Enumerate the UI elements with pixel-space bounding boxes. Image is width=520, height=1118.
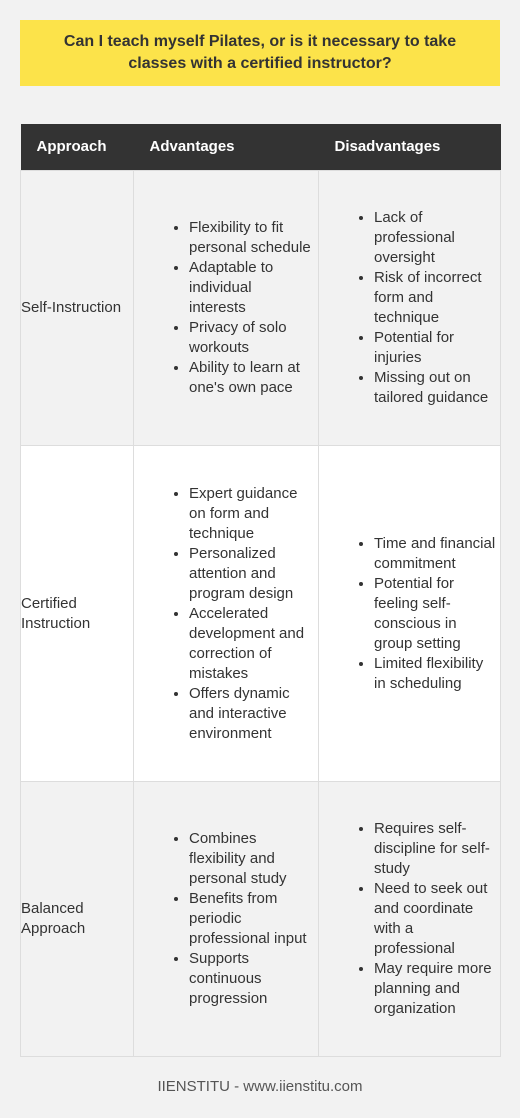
list-item: • Benefits from periodic professional input	[189, 889, 312, 949]
footer-credit: IIENSTITU - www.iienstitu.com	[157, 1078, 363, 1095]
list-item: • Limited flexibility in scheduling	[374, 654, 496, 694]
list-item: • Personalized attention and program design	[189, 544, 312, 604]
list-item: • Requires self-discipline for self-study	[374, 819, 496, 879]
disadvantages-list	[319, 819, 500, 1019]
advantages-cell	[134, 446, 319, 782]
list-item: • Privacy of solo workouts	[189, 318, 312, 358]
list-item: • May require more planning and organization	[374, 959, 496, 1019]
list-item: • Accelerated development and correction of mistakes	[189, 604, 312, 684]
comparison-table	[20, 124, 501, 1057]
list-item: • Risk of incorrect form and technique	[374, 268, 496, 328]
list-item: • Potential for feeling self-conscious in group setting	[374, 574, 496, 654]
disadvantages-list	[319, 534, 500, 694]
column-header-advantages: Advantages	[134, 124, 319, 171]
list-item: • Lack of professional oversight	[374, 208, 496, 268]
disadvantages-cell	[319, 446, 501, 782]
table-row	[21, 782, 501, 1057]
list-item: • Supports continuous progression	[189, 949, 312, 1009]
column-header-approach: Approach	[21, 124, 134, 171]
disadvantages-cell	[319, 171, 501, 446]
list-item: • Need to seek out and coordinate with a professional	[374, 879, 496, 959]
list-item: • Ability to learn at one's own pace	[189, 358, 312, 398]
list-item: • Time and financial commitment	[374, 534, 496, 574]
advantages-list	[134, 829, 318, 1009]
advantages-cell	[134, 782, 319, 1057]
advantages-list	[134, 484, 318, 744]
list-item: • Combines flexibility and personal study	[189, 829, 312, 889]
table-row	[21, 171, 501, 446]
page-title: Can I teach myself Pilates, or is it necessary to take classes with a certified instructor?	[20, 20, 500, 86]
approach-cell: Certified Instruction	[21, 446, 134, 782]
disadvantages-cell	[319, 782, 501, 1057]
list-item: • Flexibility to fit personal schedule	[189, 218, 312, 258]
column-header-disadvantages: Disadvantages	[319, 124, 501, 171]
table-header-row	[21, 124, 501, 171]
list-item: • Missing out on tailored guidance	[374, 368, 496, 408]
advantages-cell	[134, 171, 319, 446]
disadvantages-list	[319, 208, 500, 408]
table-row	[21, 446, 501, 782]
list-item: • Potential for injuries	[374, 328, 496, 368]
approach-cell: Balanced Approach	[21, 782, 134, 1057]
advantages-list	[134, 218, 318, 398]
list-item: • Offers dynamic and interactive environment	[189, 684, 312, 744]
list-item: • Expert guidance on form and technique	[189, 484, 312, 544]
approach-cell: Self-Instruction	[21, 171, 134, 446]
list-item: • Adaptable to individual interests	[189, 258, 312, 318]
